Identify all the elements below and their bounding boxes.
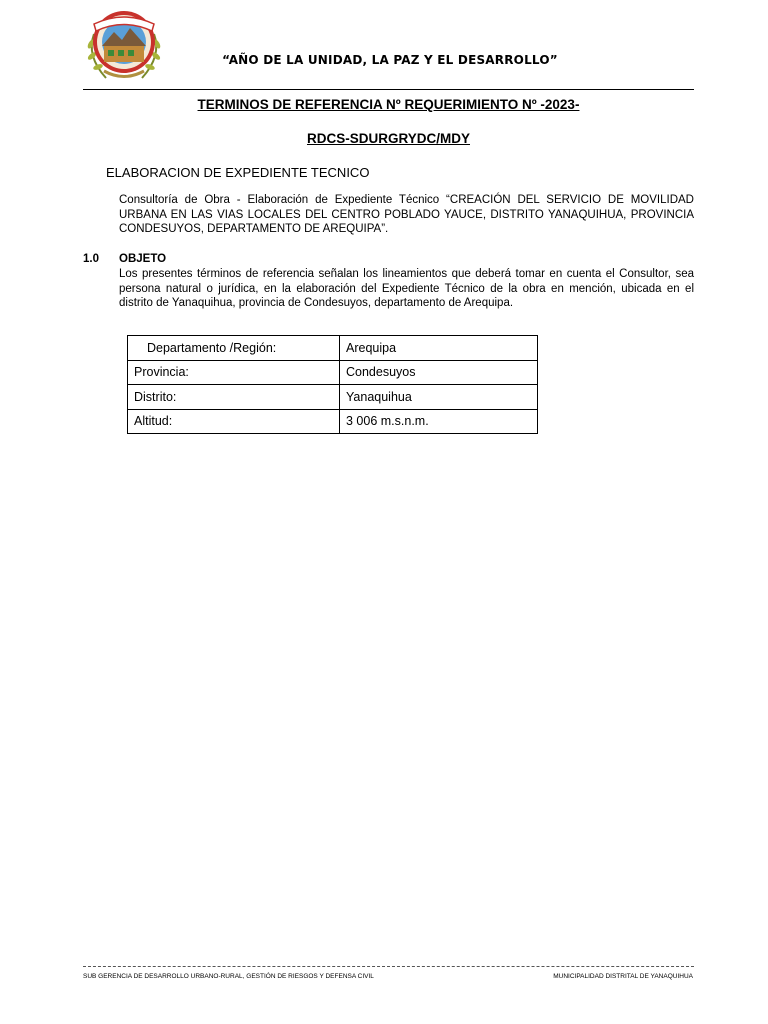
objeto-heading: OBJETO [119,253,167,265]
table-value: Arequipa [340,336,538,361]
footer-divider [83,966,694,967]
header-motto: “AÑO DE LA UNIDAD, LA PAZ Y EL DESARROLLO” [222,53,558,67]
objeto-paragraph: Los presentes términos de referencia señalan los lineamientos que deberá tomar en cuenta el Consultor, sea persona natural o jurídica, en la elaboración del Expediente Técnico de la obra en mención, ubicada en el distrito de Yanaquihua, provincia de Condesuyos, departamento de Arequipa. [119,268,694,309]
section-heading: ELABORACION DE EXPEDIENTE TECNICO [106,165,370,180]
table-label: Distrito: [128,385,340,410]
footer-municipality: MUNICIPALIDAD DISTRITAL DE YANAQUIHUA [553,973,693,980]
document-title: TERMINOS DE REFERENCIA Nº REQUERIMIENTO Nº -2023- [197,97,580,112]
table-row [128,336,538,361]
table-value: Yanaquihua [340,385,538,410]
footer-department: SUB GERENCIA DE DESARROLLO URBANO-RURAL, GESTIÓN DE RIESGOS Y DEFENSA CIVIL [83,973,374,980]
header-divider [83,89,694,90]
table-row [128,360,538,385]
table-label: Departamento /Región: [128,336,340,361]
document-subtitle-code: RDCS-SDURGRYDC/MDY [306,131,470,146]
table-label: Altitud: [128,409,340,434]
table-label: Provincia: [128,360,340,385]
table-row [128,409,538,434]
objeto-number: 1.0 [83,253,99,265]
section-paragraph: Consultoría de Obra - Elaboración de Expediente Técnico “CREACIÓN DEL SERVICIO DE MOVILIDAD URBANA EN LAS VIAS LOCALES DEL CENTRO POBLADO YAUCE, DISTRITO YANAQUIHUA, PROVINCIA CONDESUYOS, DEPARTAMENTO DE AREQUIPA”. [119,194,694,235]
location-table [127,335,538,434]
table-row [128,385,538,410]
table-value: Condesuyos [340,360,538,385]
table-value: 3 006 m.s.n.m. [340,409,538,434]
municipal-seal-icon [80,4,168,88]
